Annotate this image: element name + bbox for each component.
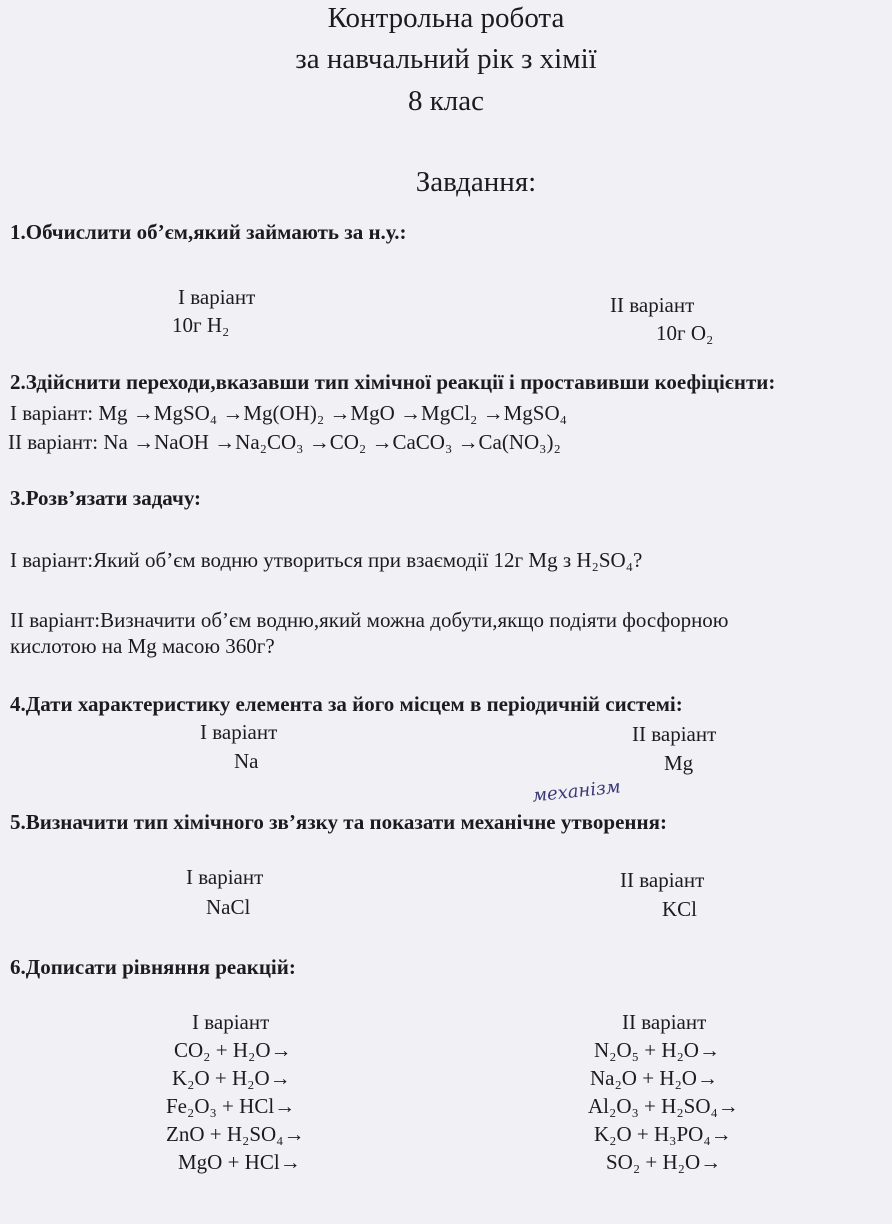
- task1-v2-label: ІІ варіант: [610, 293, 695, 317]
- task6-v2-eq: Na₂O + H₂O→: [590, 1066, 718, 1090]
- task6-v2-eq: K₂O + H₃PO₄→: [594, 1122, 732, 1146]
- task5-title: 5.Визначити тип хімічного зв’язку та показати механічне утворення:: [10, 810, 667, 834]
- task6-v2-label: ІІ варіант: [622, 1010, 707, 1034]
- task5-v1-value: NaCl: [206, 895, 251, 919]
- task6-v2-eq: Al₂O₃ + H₂SO₄→: [588, 1094, 739, 1118]
- task4-v1-value: Na: [234, 749, 259, 773]
- task1-title: 1.Обчислити об’єм,який займають за н.у.:: [10, 220, 407, 244]
- task1-v1-value: 10г H₂: [172, 313, 230, 337]
- task5-v2-label: ІІ варіант: [620, 868, 705, 892]
- task3-v1-text: І варіант:Який об’єм водню утвориться при взаємодії 12г Mg з H₂SO₄?: [10, 548, 643, 572]
- task2-v2-chain: ІІ варіант: Na →NaOH →Na₂CO₃ →CO₂ →CaCO₃ →Ca(NO₃)₂: [8, 430, 561, 454]
- task6-v1-eq: K₂O + H₂O→: [172, 1066, 291, 1090]
- task5-v2-value: KCl: [662, 897, 698, 921]
- task4-title: 4.Дати характеристику елемента за його місцем в періодичній системі:: [10, 692, 683, 716]
- task1-v2-value: 10г O₂: [656, 321, 714, 345]
- doc-subtitle: за навчальний рік з хімії: [295, 43, 597, 75]
- task6-v2-eq: SO₂ + H₂O→: [606, 1150, 722, 1174]
- task3-title: 3.Розв’язати задачу:: [10, 486, 202, 510]
- task4-v1-label: І варіант: [200, 720, 278, 744]
- task5-v1-label: І варіант: [186, 865, 264, 889]
- task3-v2-text-line1: ІІ варіант:Визначити об’єм водню,який можна добути,якщо подіяти фосфорною: [10, 608, 729, 632]
- task4-v2-value: Mg: [664, 751, 694, 775]
- task6-v2-eq: N₂O₅ + H₂O→: [594, 1038, 720, 1062]
- task2-title: 2.Здійснити переходи,вказавши тип хімічної реакції і проставивши коефіцієнти:: [10, 370, 776, 394]
- task6-title: 6.Дописати рівняння реакцій:: [10, 955, 296, 979]
- task4-v2-label: ІІ варіант: [632, 722, 717, 746]
- task6-v1-eq: Fe₂O₃ + HCl→: [166, 1094, 296, 1118]
- task6-v1-eq: ZnO + H₂SO₄→: [166, 1122, 305, 1146]
- task6-v1-eq: CO₂ + H₂O→: [174, 1038, 292, 1062]
- task3-v2-text-line2: кислотою на Mg масою 360г?: [10, 634, 275, 658]
- task6-v1-label: І варіант: [192, 1010, 270, 1034]
- doc-title: Контрольна робота: [327, 2, 565, 34]
- task2-v1-chain: І варіант: Mg →MgSO₄ →Mg(OH)₂ →MgO →MgCl₂ →MgSO₄: [10, 401, 567, 425]
- task1-v1-label: І варіант: [178, 285, 256, 309]
- doc-grade: 8 клас: [407, 85, 485, 117]
- handwritten-note: механізм: [531, 776, 622, 807]
- tasks-heading: Завдання:: [415, 166, 537, 198]
- task6-v1-eq: MgO + HCl→: [178, 1150, 301, 1174]
